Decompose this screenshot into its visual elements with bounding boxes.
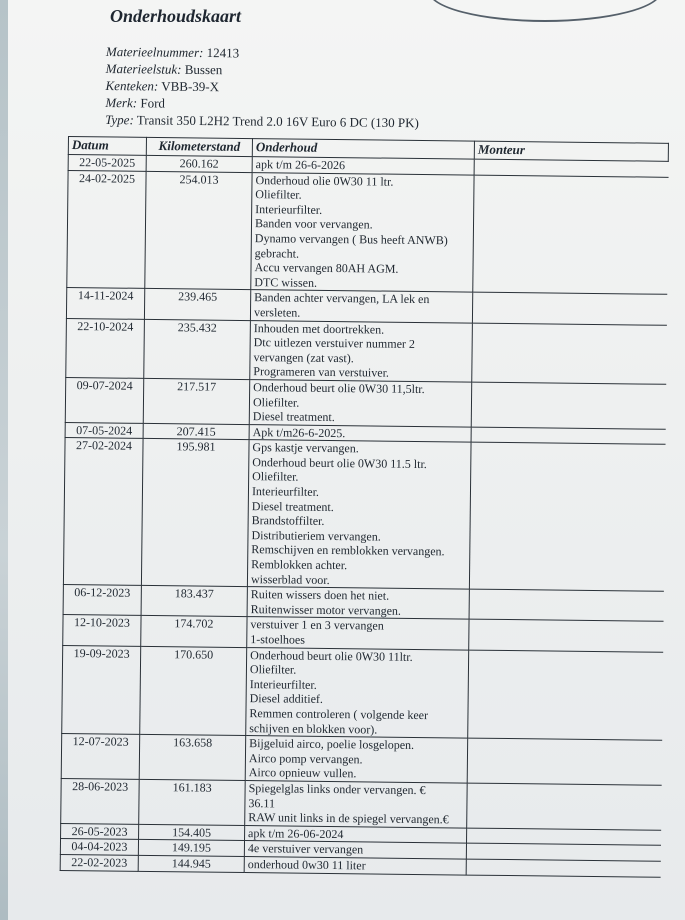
cell-date: 14-11-2024 [66, 288, 144, 319]
cell-km: 149.195 [138, 840, 244, 857]
work-line: Interieurfilter. [249, 676, 317, 692]
cell-mechanic [471, 382, 665, 429]
work-line: Interieurfilter. [251, 484, 320, 499]
table-row [61, 778, 661, 830]
work-line: apk t/m 26-6-2026 [255, 157, 346, 173]
cell-km: 254.013 [145, 171, 252, 290]
column-header-mechanic: Monteur [474, 141, 668, 161]
cell-km: 144.945 [138, 855, 244, 872]
work-line: verstuiver 1 en 3 vervangen [250, 617, 384, 634]
meta-row-type: Type: Transit 350 L2H2 Trend 2.0 16V Euro 6 DC (130 PK) [105, 111, 419, 131]
work-line: Oliefilter. [252, 394, 300, 410]
cell-work [249, 379, 471, 426]
cell-km: 195.981 [141, 439, 249, 587]
work-line: Accu vervangen 80AH AGM. [254, 260, 399, 276]
work-line: Diesel treatment. [251, 498, 334, 514]
table-row [65, 377, 665, 429]
work-line: Interieurfilter. [255, 201, 323, 217]
cell-work [245, 780, 467, 827]
cell-km: 170.650 [140, 646, 247, 736]
cell-mechanic [472, 292, 666, 324]
table-row [62, 645, 663, 740]
cell-work [244, 841, 466, 859]
table-row [67, 170, 668, 295]
work-line: 4e verstuiver vervangen [247, 841, 364, 857]
cell-km: 239.465 [144, 289, 250, 320]
work-line: Onderhoud beurt olie 0W30 11,5ltr. [253, 380, 425, 396]
work-line: Oliefilter. [249, 662, 297, 677]
cell-date: 22-05-2025 [68, 155, 146, 171]
work-line: wisserblad voor. [250, 571, 330, 587]
cell-date: 07-05-2024 [65, 422, 143, 438]
page-title: Onderhoudskaart [110, 6, 242, 26]
cell-km: 217.517 [143, 378, 250, 424]
cell-km: 161.183 [139, 779, 246, 825]
work-line: Remblokken achter. [251, 557, 348, 573]
cell-mechanic [468, 650, 663, 741]
table-row [63, 438, 665, 592]
cell-work [247, 440, 471, 589]
table-row [66, 318, 667, 384]
work-line: Oliefilter. [255, 187, 302, 202]
column-header-date: Datum [68, 137, 146, 156]
meta-row-material-item: Materieelstuk: Bussen [105, 60, 223, 78]
work-line: Banden voor vervangen. [254, 216, 373, 232]
meta-row-brand: Merk: Ford [105, 94, 166, 111]
cell-mechanic [467, 783, 661, 830]
work-line: Dtc uitlezen verstuiver nummer 2 [253, 335, 416, 352]
work-line: Onderhoud olie 0W30 11 ltr. [255, 172, 394, 189]
work-line: Apk t/m26-6-2025. [252, 424, 346, 440]
work-line: Bijgeluid airco, poelie losgelopen. [249, 736, 415, 753]
work-line: DTC wissen. [254, 274, 318, 290]
work-line: Spiegelglas links onder vervangen. € [248, 781, 426, 798]
cell-date: 06-12-2023 [63, 585, 141, 616]
cell-date: 26-05-2023 [61, 823, 139, 839]
work-line: RAW unit links in de spiegel vervangen.€ [248, 810, 449, 827]
vehicle-details [105, 43, 420, 131]
column-header-km: Kilometerstand [146, 137, 252, 156]
desk-edge [0, 0, 8, 920]
stamp-outline [428, 0, 662, 22]
maintenance-table [60, 136, 669, 877]
cell-date: 24-02-2025 [67, 170, 146, 289]
cell-work [247, 587, 469, 620]
cell-date: 19-09-2023 [62, 645, 141, 734]
work-line: Ruitenwisser motor vervangen. [250, 601, 402, 618]
cell-mechanic [469, 619, 663, 651]
work-line: 36.11 [248, 795, 276, 810]
cell-km: 260.162 [146, 155, 252, 172]
work-line: Remschijven en remblokken vervangen. [251, 542, 445, 559]
cell-date: 09-07-2024 [65, 377, 144, 423]
meta-row-material-number: Materieelnummer: 12413 [105, 43, 240, 61]
cell-mechanic [466, 859, 660, 877]
cell-km: 183.437 [141, 586, 247, 617]
cell-date: 27-02-2024 [63, 438, 143, 586]
work-line: Inhouden met doortrekken. [253, 320, 385, 337]
work-line: Onderhoud beurt olie 0W30 11.5 ltr. [252, 454, 427, 471]
work-line: Diesel treatment. [252, 409, 335, 425]
cell-work [246, 647, 469, 738]
work-line: Airco opnieuw vullen. [248, 765, 357, 781]
work-line: Diesel additief. [249, 691, 324, 707]
cell-km: 207.415 [143, 423, 249, 440]
work-line: Distributieriem vervangen. [251, 527, 381, 544]
work-line: Dynamo vervangen ( Bus heeft ANWB) [254, 231, 448, 248]
cell-date: 28-06-2023 [61, 778, 140, 824]
work-line: Ruiten wissers doen het niet. [250, 587, 390, 603]
work-line: versleten. [253, 305, 301, 320]
work-line: Banden achter vervangen, LA lek en [254, 290, 430, 307]
maintenance-log [60, 136, 668, 877]
work-line: Airco pomp vervangen. [248, 750, 363, 767]
cell-date: 12-10-2023 [63, 615, 141, 646]
cell-work [250, 320, 473, 382]
cell-km: 235.432 [144, 319, 251, 380]
column-header-work: Onderhoud [252, 139, 474, 160]
cell-work [252, 157, 474, 175]
table-row [61, 734, 661, 786]
work-line: 1-stoelhoes [250, 632, 306, 647]
work-line: Onderhoud beurt olie 0W30 11ltr. [250, 647, 413, 664]
cell-work [250, 290, 472, 323]
work-line: schijven en blokken voor). [249, 720, 378, 737]
cell-date: 04-04-2023 [60, 839, 138, 855]
work-line: gebracht. [254, 245, 300, 261]
cell-mechanic [469, 442, 665, 591]
cell-km: 154.405 [139, 824, 245, 841]
work-line: Programeren van verstuiver. [253, 364, 390, 380]
cell-date: 12-07-2023 [61, 734, 140, 780]
meta-row-license-plate: Kenteken: VBB-39-X [105, 77, 220, 95]
cell-km: 163.658 [139, 735, 246, 781]
cell-mechanic [473, 175, 668, 295]
work-line: vervangen (zat vast). [253, 349, 354, 365]
cell-mechanic [472, 323, 667, 385]
work-line: apk t/m 26-06-2024 [248, 825, 344, 841]
cell-mechanic [467, 738, 661, 785]
cell-km: 174.702 [141, 616, 247, 647]
work-line: Gps kastje vervangen. [252, 440, 359, 456]
work-line: Oliefilter. [252, 469, 299, 485]
work-line: Brandstoffilter. [251, 513, 325, 529]
cell-work [247, 617, 469, 650]
cell-date: 22-02-2023 [60, 854, 138, 870]
work-line: onderhoud 0w30 11 liter [247, 856, 366, 873]
work-line: Remmen controleren ( volgende keer [249, 706, 429, 723]
cell-work [245, 736, 467, 783]
cell-work [251, 172, 474, 292]
cell-work [244, 856, 466, 874]
cell-mechanic [469, 589, 663, 621]
cell-date: 22-10-2024 [66, 318, 145, 378]
